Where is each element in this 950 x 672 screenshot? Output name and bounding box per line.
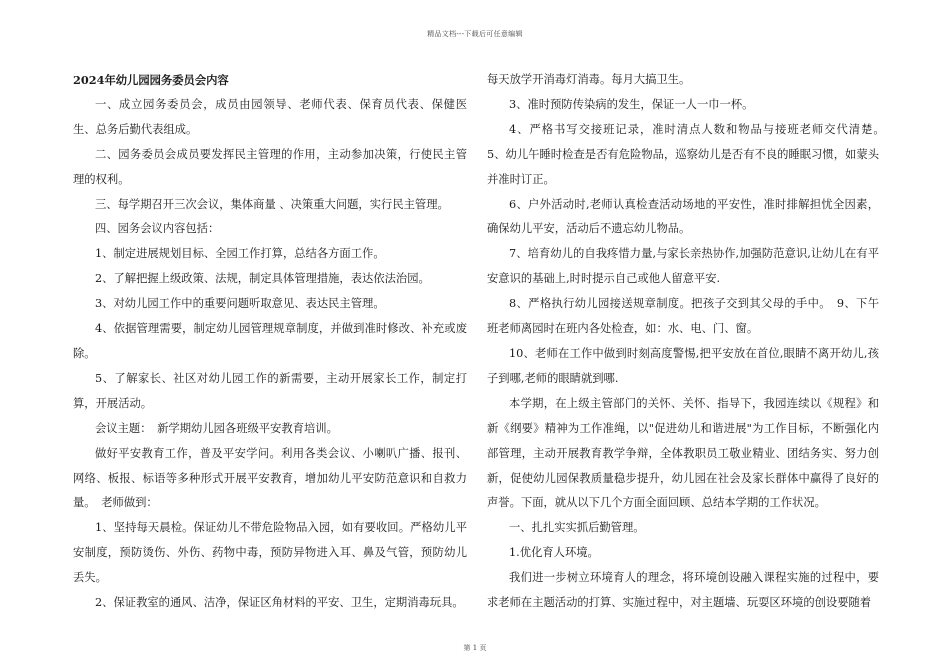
paragraph: 二、园务委员会成员要发挥民主管理的作用，主动参加决策，行使民主管理的权利。 [73,147,467,186]
right-column [487,68,891,616]
paragraph: 做好平安教育工作，普及平安学问。利用各类会议、小喇叭广播、报刊、网络、板报、标语等多种形式开展平安教育，增加幼儿平安防范意识和自救力量。 老师做到： [73,446,467,510]
paragraph: 一、成立园务委员会，成员由园领导、老师代表、保育员代表、保健医生、总务后勤代表组成。 [73,97,467,136]
section-heading: 一、扎扎实实抓后勤管理。 [509,521,645,535]
document-title: 2024年幼儿园园务委员会内容 [73,73,229,87]
left-column [73,68,467,616]
paragraph: 我们进一步树立环境育人的理念，将环境创设融入课程实施的过程中，要求老师在主题活动的打算、实施过程中，对主题墙、玩耍区环境的创设要随着 [487,571,879,610]
paragraph: 7、培育幼儿的自我疼惜力量,与家长亲热协作,加强防范意识,让幼儿在有平安意识的基础上,时时提示自己或他人留意平安. [487,247,879,286]
paragraph: 5、了解家长、社区对幼儿园工作的新需要，主动开展家长工作，制定打算，开展活动。 [73,371,467,410]
page-footer: 第 1 页 [463,644,487,652]
paragraph: 4、严格书写交接班记录，准时清点人数和物品与接班老师交代清楚。 5、幼儿午睡时检查是否有危险物品，巡察幼儿是否有不良的睡眠习惯，如蒙头并准时订正。 [487,122,891,186]
paragraph: 4、依据管理需要，制定幼儿园管理规章制度，并做到准时修改、补充或废除。 [73,322,467,360]
paragraph: 1、制定进展规划目标、全园工作打算，总结各方面工作。 [95,247,385,261]
paragraph: 2、保证教室的通风、洁净，保证区角材料的平安、卫生，定期消毒玩具。 [95,596,464,610]
paragraph: 10、老师在工作中做到时刻高度警惕,把平安放在首位,眼睛不离开幼儿,孩子到哪,老师的眼睛就到哪. [487,346,879,385]
paragraph: 每天放学开消毒灯消毒。每月大搞卫生。 [487,73,691,86]
paragraph: 3、准时预防传染病的发生，保证一人一巾一杯。 [509,97,754,111]
paragraph: 本学期，在上级主管部门的关怀、关怀、指导下，我园连续以《规程》和新《纲要》精神为工作准绳，以"促进幼儿和谐进展"为工作目标，不断强化内部管理，主动开展教育教学争辩，全体教职员工敬业精业、团结务实、努力创新，促使幼儿园保教质量稳步提升，幼儿园在社会及家长群体中赢得了良好的声誉。下面，就从以下几个方面全面回顾、总结本学期的工作状况。 [487,396,879,510]
subsection-heading: 1.优化育人环境。 [509,546,599,560]
paragraph: 6、户外活动时,老师认真检查活动场地的平安性，准时排解担忧全因素，确保幼儿平安，活动后不遗忘幼儿物品。 [487,197,879,236]
paragraph: 1、坚持每天晨检。保证幼儿不带危险物品入园，如有要收回。严格幼儿平安制度，预防烫伤、外伤、药物中毒，预防异物进入耳、鼻及气管，预防幼儿丢失。 [73,521,467,585]
paragraph: 会议主题： 新学期幼儿园各班级平安教育培训。 [95,421,338,435]
page-header: 精品文档---下载后可任意编辑 [427,30,523,38]
paragraph: 3、对幼儿园工作中的重要问题听取意见、表达民主管理。 [95,297,385,311]
paragraph: 三、每学期召开三次会议，集体商量 、决策重大问题，实行民主管理。 [95,197,449,211]
paragraph: 四、园务会议内容包括： [95,222,220,236]
paragraph: 8、严格执行幼儿园接送规章制度。把孩子交到其父母的手中。 9、下午班老师离园时在班内各处检查，如：水、电、门、窗。 [487,297,879,336]
paragraph: 2、了解把握上级政策、法规，制定具体管理措施，表达依法治园。 [95,272,430,286]
